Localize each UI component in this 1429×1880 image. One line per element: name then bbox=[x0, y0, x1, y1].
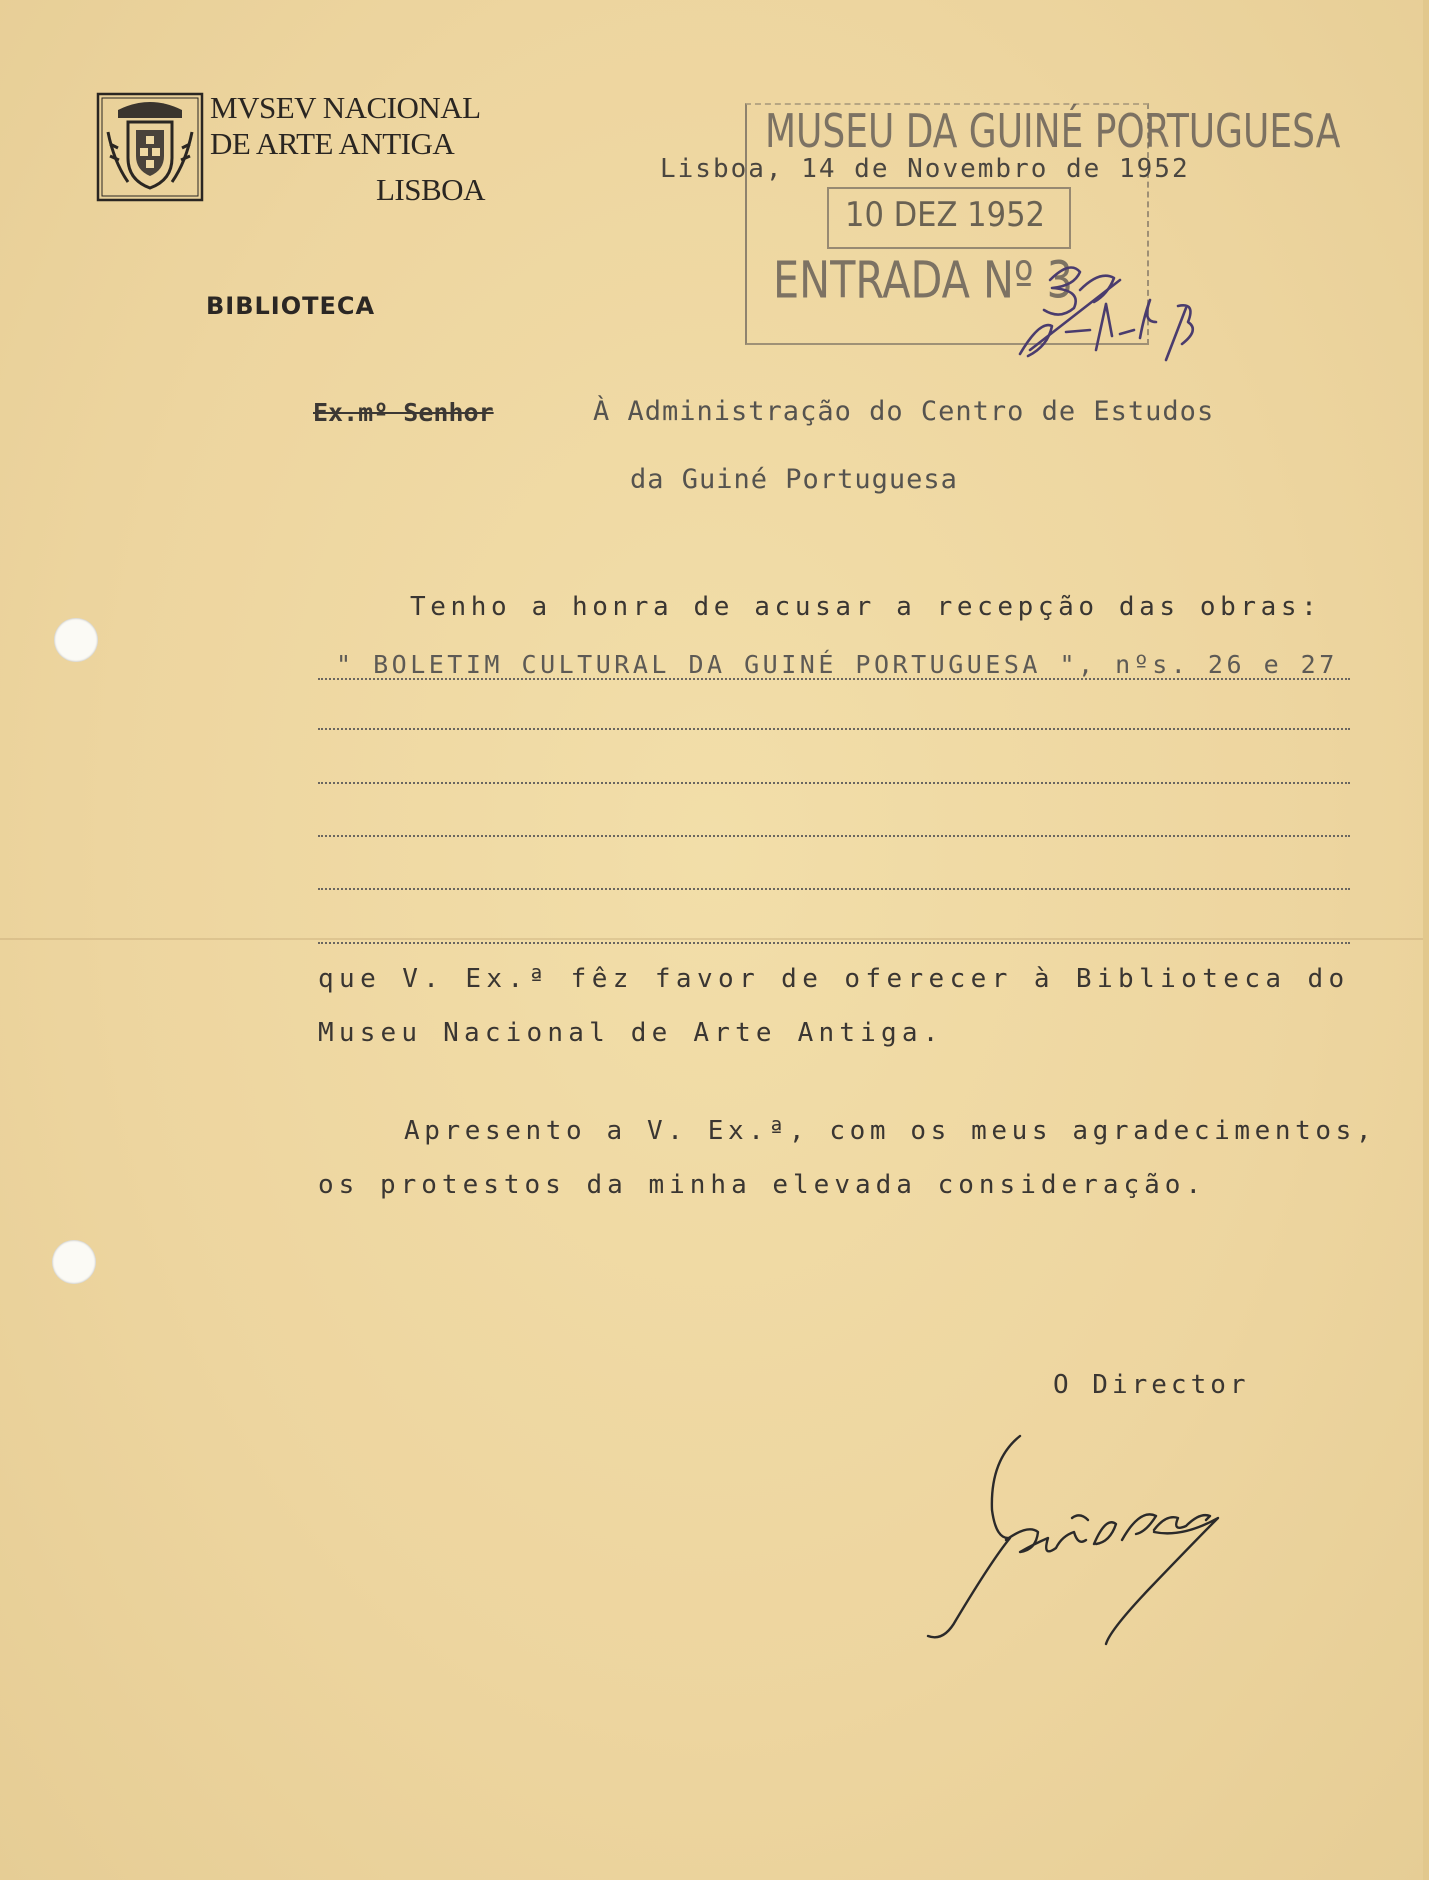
dotted-line-2 bbox=[318, 728, 1350, 730]
body-intro: Tenho a honra de acusar a recepção das obras: bbox=[410, 592, 1322, 622]
dotted-line-6 bbox=[318, 942, 1350, 944]
signatory-title: O Director bbox=[1053, 1370, 1250, 1400]
date-line: Lisboa, 14 de Novembro de 1952 bbox=[660, 154, 1190, 184]
dotted-line-4 bbox=[318, 835, 1350, 837]
addressee-line2: da Guiné Portuguesa bbox=[630, 464, 958, 495]
museum-name-line1: MVSEV NACIONAL bbox=[210, 90, 481, 125]
handwritten-annotation-icon bbox=[990, 250, 1200, 410]
struck-salutation: Ex.mº Senhor bbox=[313, 398, 494, 427]
punch-hole-top bbox=[54, 618, 98, 662]
signature-icon bbox=[910, 1420, 1310, 1660]
stamp-date: 10 DEZ 1952 bbox=[845, 195, 1045, 235]
department-label: BIBLIOTECA bbox=[206, 292, 376, 320]
dotted-line-5 bbox=[318, 888, 1350, 890]
museum-name-line2: DE ARTE ANTIGA bbox=[210, 126, 455, 161]
fold-crease bbox=[0, 938, 1429, 940]
dotted-line-3 bbox=[318, 782, 1350, 784]
body-continuation-2: Museu Nacional de Arte Antiga. bbox=[318, 1018, 944, 1048]
body-continuation-1: que V. Ex.ª fêz favor de oferecer à Biblioteca do bbox=[318, 964, 1350, 994]
punch-hole-bottom bbox=[52, 1240, 96, 1284]
closing-line1: Apresento a V. Ex.ª, com os meus agradecimentos, bbox=[404, 1116, 1377, 1146]
stamp-header: MUSEU DA GUINÉ PORTUGUESA bbox=[765, 105, 1341, 159]
works-line: " BOLETIM CULTURAL DA GUINÉ PORTUGUESA ", nºs. 26 e 27 bbox=[336, 650, 1338, 679]
closing-line2: os protestos da minha elevada consideração. bbox=[318, 1170, 1207, 1200]
paper-edge bbox=[1423, 0, 1429, 1880]
coat-of-arms-icon bbox=[96, 92, 204, 202]
museum-city: LISBOA bbox=[376, 172, 485, 207]
addressee-line1: À Administração do Centro de Estudos bbox=[593, 396, 1215, 427]
stamp-entry-number: ENTRADA Nº 3 bbox=[773, 250, 1073, 310]
